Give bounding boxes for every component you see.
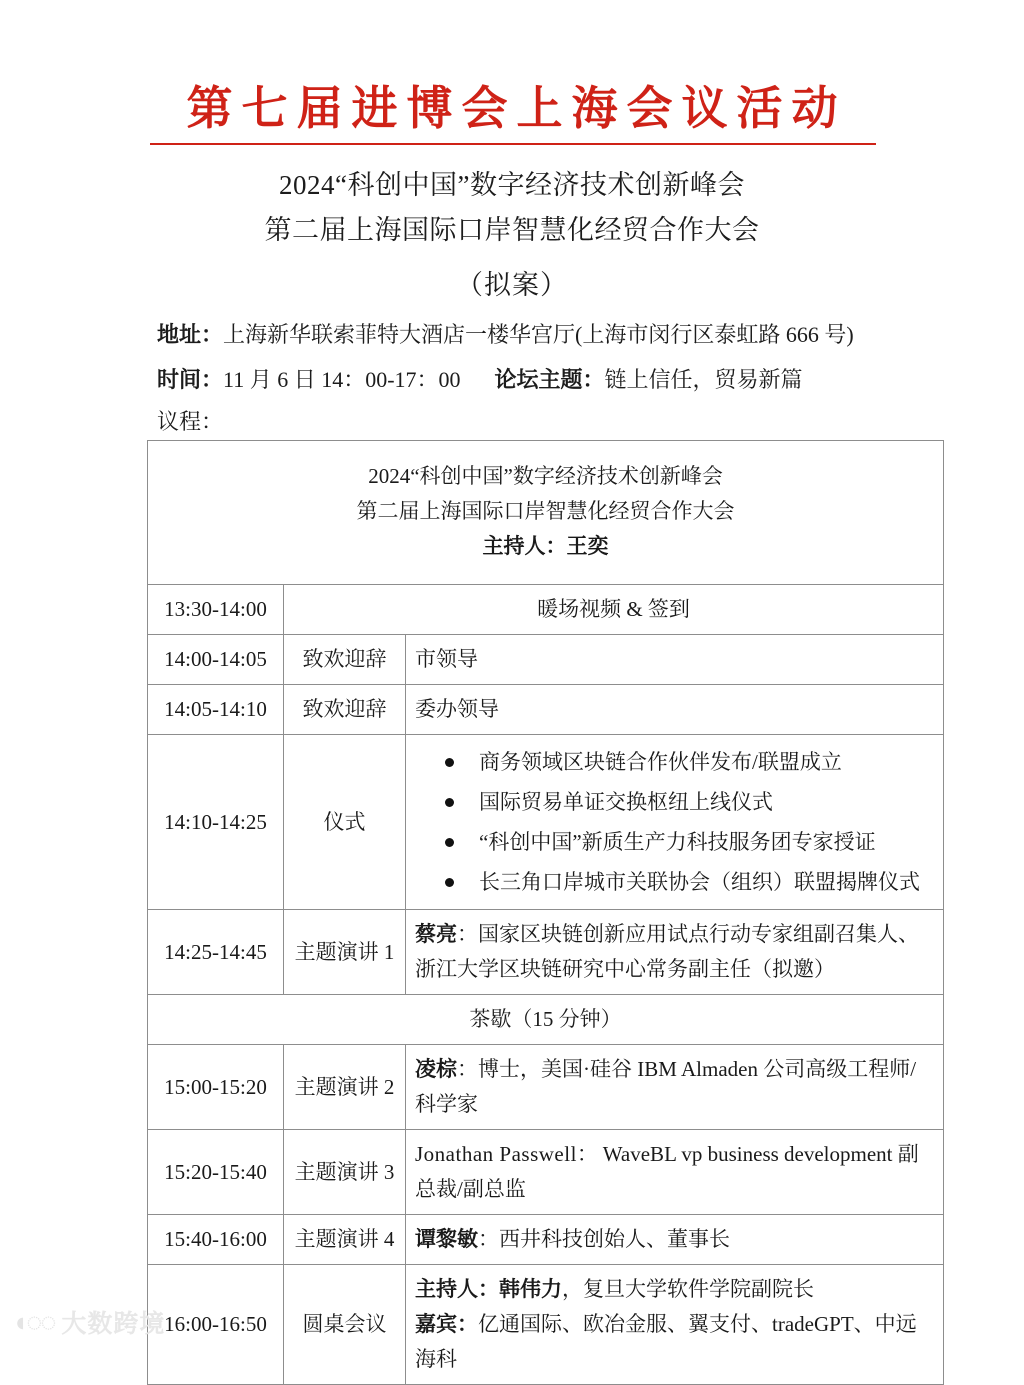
row-body <box>406 1265 944 1385</box>
address-line <box>157 318 947 351</box>
row-body: 委办领导 <box>406 685 944 735</box>
row-time: 14:25-14:45 <box>148 910 284 995</box>
roundtable-host-name: 韩伟力 <box>499 1277 562 1301</box>
row-time: 15:20-15:40 <box>148 1130 284 1215</box>
row-kind: 圆桌会议 <box>284 1265 406 1385</box>
speaker-title: ：博士，美国·硅谷 IBM Almaden 公司高级工程师/科学家 <box>415 1057 917 1116</box>
speaker-title: ： WaveBL vp business development 副总裁/副总监 <box>415 1142 919 1201</box>
watermark <box>12 1304 165 1340</box>
roundtable-guest-value: 亿通国际、欧冶金服、翼支付、tradeGPT、中远海科 <box>415 1312 917 1371</box>
row-kind: 致欢迎辞 <box>284 685 406 735</box>
row-time: 14:00-14:05 <box>148 635 284 685</box>
address-label: 地址： <box>157 322 224 347</box>
table-row <box>148 635 944 685</box>
row-time: 14:10-14:25 <box>148 735 284 910</box>
row-body <box>406 1045 944 1130</box>
agenda-label: 议程： <box>157 409 224 434</box>
agenda-table <box>147 440 944 1385</box>
roundtable-host-title: ，复旦大学软件学院副院长 <box>562 1277 814 1301</box>
row-kind: 主题演讲 1 <box>284 910 406 995</box>
subtitle-block <box>0 163 1024 307</box>
subtitle-line-1: 2024“科创中国”数字经济技术创新峰会 <box>279 170 745 200</box>
row-body: 市领导 <box>406 635 944 685</box>
speaker-name: 蔡亮 <box>415 922 457 946</box>
subtitle-line-2: 第二届上海国际口岸智慧化经贸合作大会 <box>264 215 760 245</box>
table-header-cell <box>148 441 944 585</box>
speaker-name: 凌棕 <box>415 1057 457 1081</box>
row-fulltext: 暖场视频 & 签到 <box>284 585 944 635</box>
list-item: 商务领域区块链合作伙伴发布/联盟成立 <box>439 742 934 782</box>
list-item: “科创中国”新质生产力科技服务团专家授证 <box>439 822 934 862</box>
speaker-title: ：国家区块链创新应用试点行动专家组副召集人、浙江大学区块链研究中心常务副主任（拟邀） <box>415 922 919 981</box>
table-header-host: 主持人：王奕 <box>482 534 609 558</box>
watermark-text: 大数跨境 <box>61 1310 166 1338</box>
ceremony-bullet-list <box>415 742 934 902</box>
list-item: 国际贸易单证交换枢纽上线仪式 <box>439 782 934 822</box>
time-value: 11 月 6 日 14：00-17：00 <box>223 367 461 392</box>
table-row <box>148 585 944 635</box>
row-kind: 致欢迎辞 <box>284 635 406 685</box>
table-row <box>148 685 944 735</box>
list-item: 长三角口岸城市关联协会（组织）联盟揭牌仪式 <box>439 862 934 902</box>
proposal-note: （拟案） <box>456 270 568 300</box>
page-title: 第七届进博会上海会议活动 <box>186 83 847 134</box>
row-fulltext: 茶歇（15 分钟） <box>148 995 944 1045</box>
title-underline-rule <box>150 143 876 145</box>
table-header-line-1: 2024“科创中国”数字经济技术创新峰会 <box>368 464 723 488</box>
speaker-title: ：西井科技创始人、董事长 <box>478 1227 730 1251</box>
table-row <box>148 1045 944 1130</box>
row-kind: 主题演讲 2 <box>284 1045 406 1130</box>
time-label: 时间： <box>157 367 224 392</box>
table-row <box>148 910 944 995</box>
table-row <box>148 1130 944 1215</box>
table-header-row <box>148 441 944 585</box>
row-body <box>406 1130 944 1215</box>
row-body <box>406 1215 944 1265</box>
theme-value: 链上信任，贸易新篇 <box>604 367 803 392</box>
roundtable-host-label: 主持人： <box>415 1277 499 1301</box>
roundtable-guest-label: 嘉宾： <box>415 1312 478 1336</box>
roundtable-guest-line <box>415 1307 934 1377</box>
watermark-logo-icon: ◖◌◌ <box>12 1306 55 1337</box>
row-time: 15:40-16:00 <box>148 1215 284 1265</box>
row-kind: 仪式 <box>284 735 406 910</box>
row-kind: 主题演讲 3 <box>284 1130 406 1215</box>
row-time: 15:00-15:20 <box>148 1045 284 1130</box>
time-line <box>157 363 947 396</box>
row-time: 14:05-14:10 <box>148 685 284 735</box>
theme-label: 论坛主题： <box>494 367 605 392</box>
row-kind: 主题演讲 4 <box>284 1215 406 1265</box>
table-row <box>148 1215 944 1265</box>
speaker-name: 谭黎敏 <box>415 1227 478 1251</box>
table-row-break <box>148 995 944 1045</box>
table-header-line-2: 第二届上海国际口岸智慧化经贸合作大会 <box>356 499 735 523</box>
speaker-name: Jonathan Passwell <box>415 1142 577 1166</box>
row-time: 13:30-14:00 <box>148 585 284 635</box>
table-row-ceremony <box>148 735 944 910</box>
address-value: 上海新华联索菲特大酒店一楼华宫厅(上海市闵行区泰虹路 666 号) <box>223 322 854 347</box>
row-time: 16:00-16:50 <box>148 1265 284 1385</box>
row-body <box>406 910 944 995</box>
roundtable-host-line <box>415 1272 934 1307</box>
table-row-roundtable <box>148 1265 944 1385</box>
row-body <box>406 735 944 910</box>
